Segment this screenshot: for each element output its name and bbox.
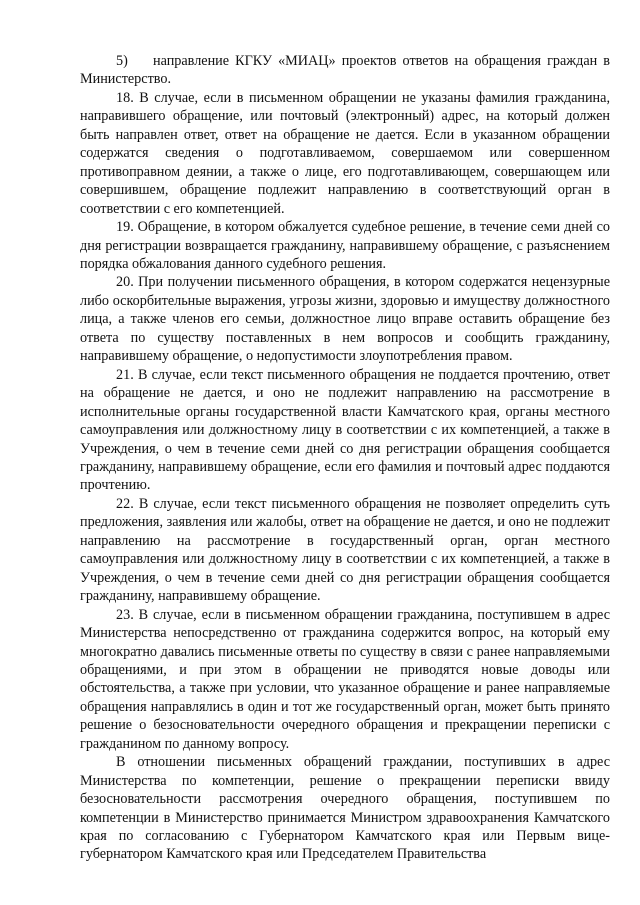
list-item-text: направление КГКУ «МИАЦ» проектов ответов на обращения граждан в Министерство. [80,53,610,88]
paragraph-22: 22. В случае, если текст письменного обращения не позволяет определить суть предложения, заявления или жалобы, ответ на обращение не дается, и оно не подлежит направлению на рассмотрение в государственный орган, орган местного самоуправления или должностному лицу в соответствии с их компетенцией, а также в Учреждения, о чем в течение семи дней со дня регистрации обращения сообщается гражданину, направившему обращение. [80,495,610,605]
paragraph-18: 18. В случае, если в письменном обращении не указаны фамилия гражданина, направившего обращение, или почтовый (электронный) адрес, на который должен быть направлен ответ, ответ на обращение не дается. Если в указанном обращении содержатся сведения о подготавливаемом, совершаемом или совершенном противоправном деянии, а также о лице, его подготавливающем, совершающем или совершившем, обращение подлежит направлению в соответствующий орган в соответствии с его компетенцией. [80,89,610,217]
paragraph-19: 19. Обращение, в котором обжалуется судебное решение, в течение семи дней со дня регистрации возвращается гражданину, направившему обращение, с разъяснением порядка обжалования данного судебного решения. [80,219,610,272]
paragraph-20: 20. При получении письменного обращения, в котором содержатся нецензурные либо оскорбительные выражения, угрозы жизни, здоровью и имуществу должностного лица, а также членов его семьи, должностное лицо вправе оставить обращение без ответа по существу поставленных в нем вопросов и сообщить гражданину, направившему обращение, о недопустимости злоупотребления правом. [80,274,610,365]
list-item-number: 5) [116,53,128,69]
document-page [80,52,610,864]
list-item-5 [80,52,610,89]
paragraph-23: 23. В случае, если в письменном обращении гражданина, поступившем в адрес Министерства непосредственно от гражданина содержится вопрос, на который ему многократно давались письменные ответы по существу в связи с ранее направляемыми обращениями, и при этом в обращении не приводятся новые доводы или обстоятельства, а также при условии, что указанное обращение и ранее направляемые обращения направлялись в один и тот же государственный орган, может быть принято решение о безосновательности очередного обращения и прекращении переписки с гражданином по данному вопросу. [80,606,610,752]
paragraph-21: 21. В случае, если текст письменного обращения не поддается прочтению, ответ на обращение не дается, и оно не подлежит направлению на рассмотрение в исполнительные органы государственной власти Камчатского края, органы местного самоуправления или должностному лицу в соответствии с их компетенцией, а также в Учреждения, о чем в течение семи дней со дня регистрации обращения сообщается гражданину, направившему обращение, если его фамилия и почтовый адрес поддаются прочтению. [80,366,610,494]
paragraph-23-continuation: В отношении письменных обращений граждании, поступивших в адрес Министерства по компетенции, решение о прекращении переписки ввиду безосновательности рассмотрения очередного обращения, поступившем по компетенции в Министерство принимается Министром здравоохранения Камчатского края по согласованию с Губернатором Камчатского края или Первым вице-губернатором Камчатского края или Председателем Правительства [80,754,610,863]
